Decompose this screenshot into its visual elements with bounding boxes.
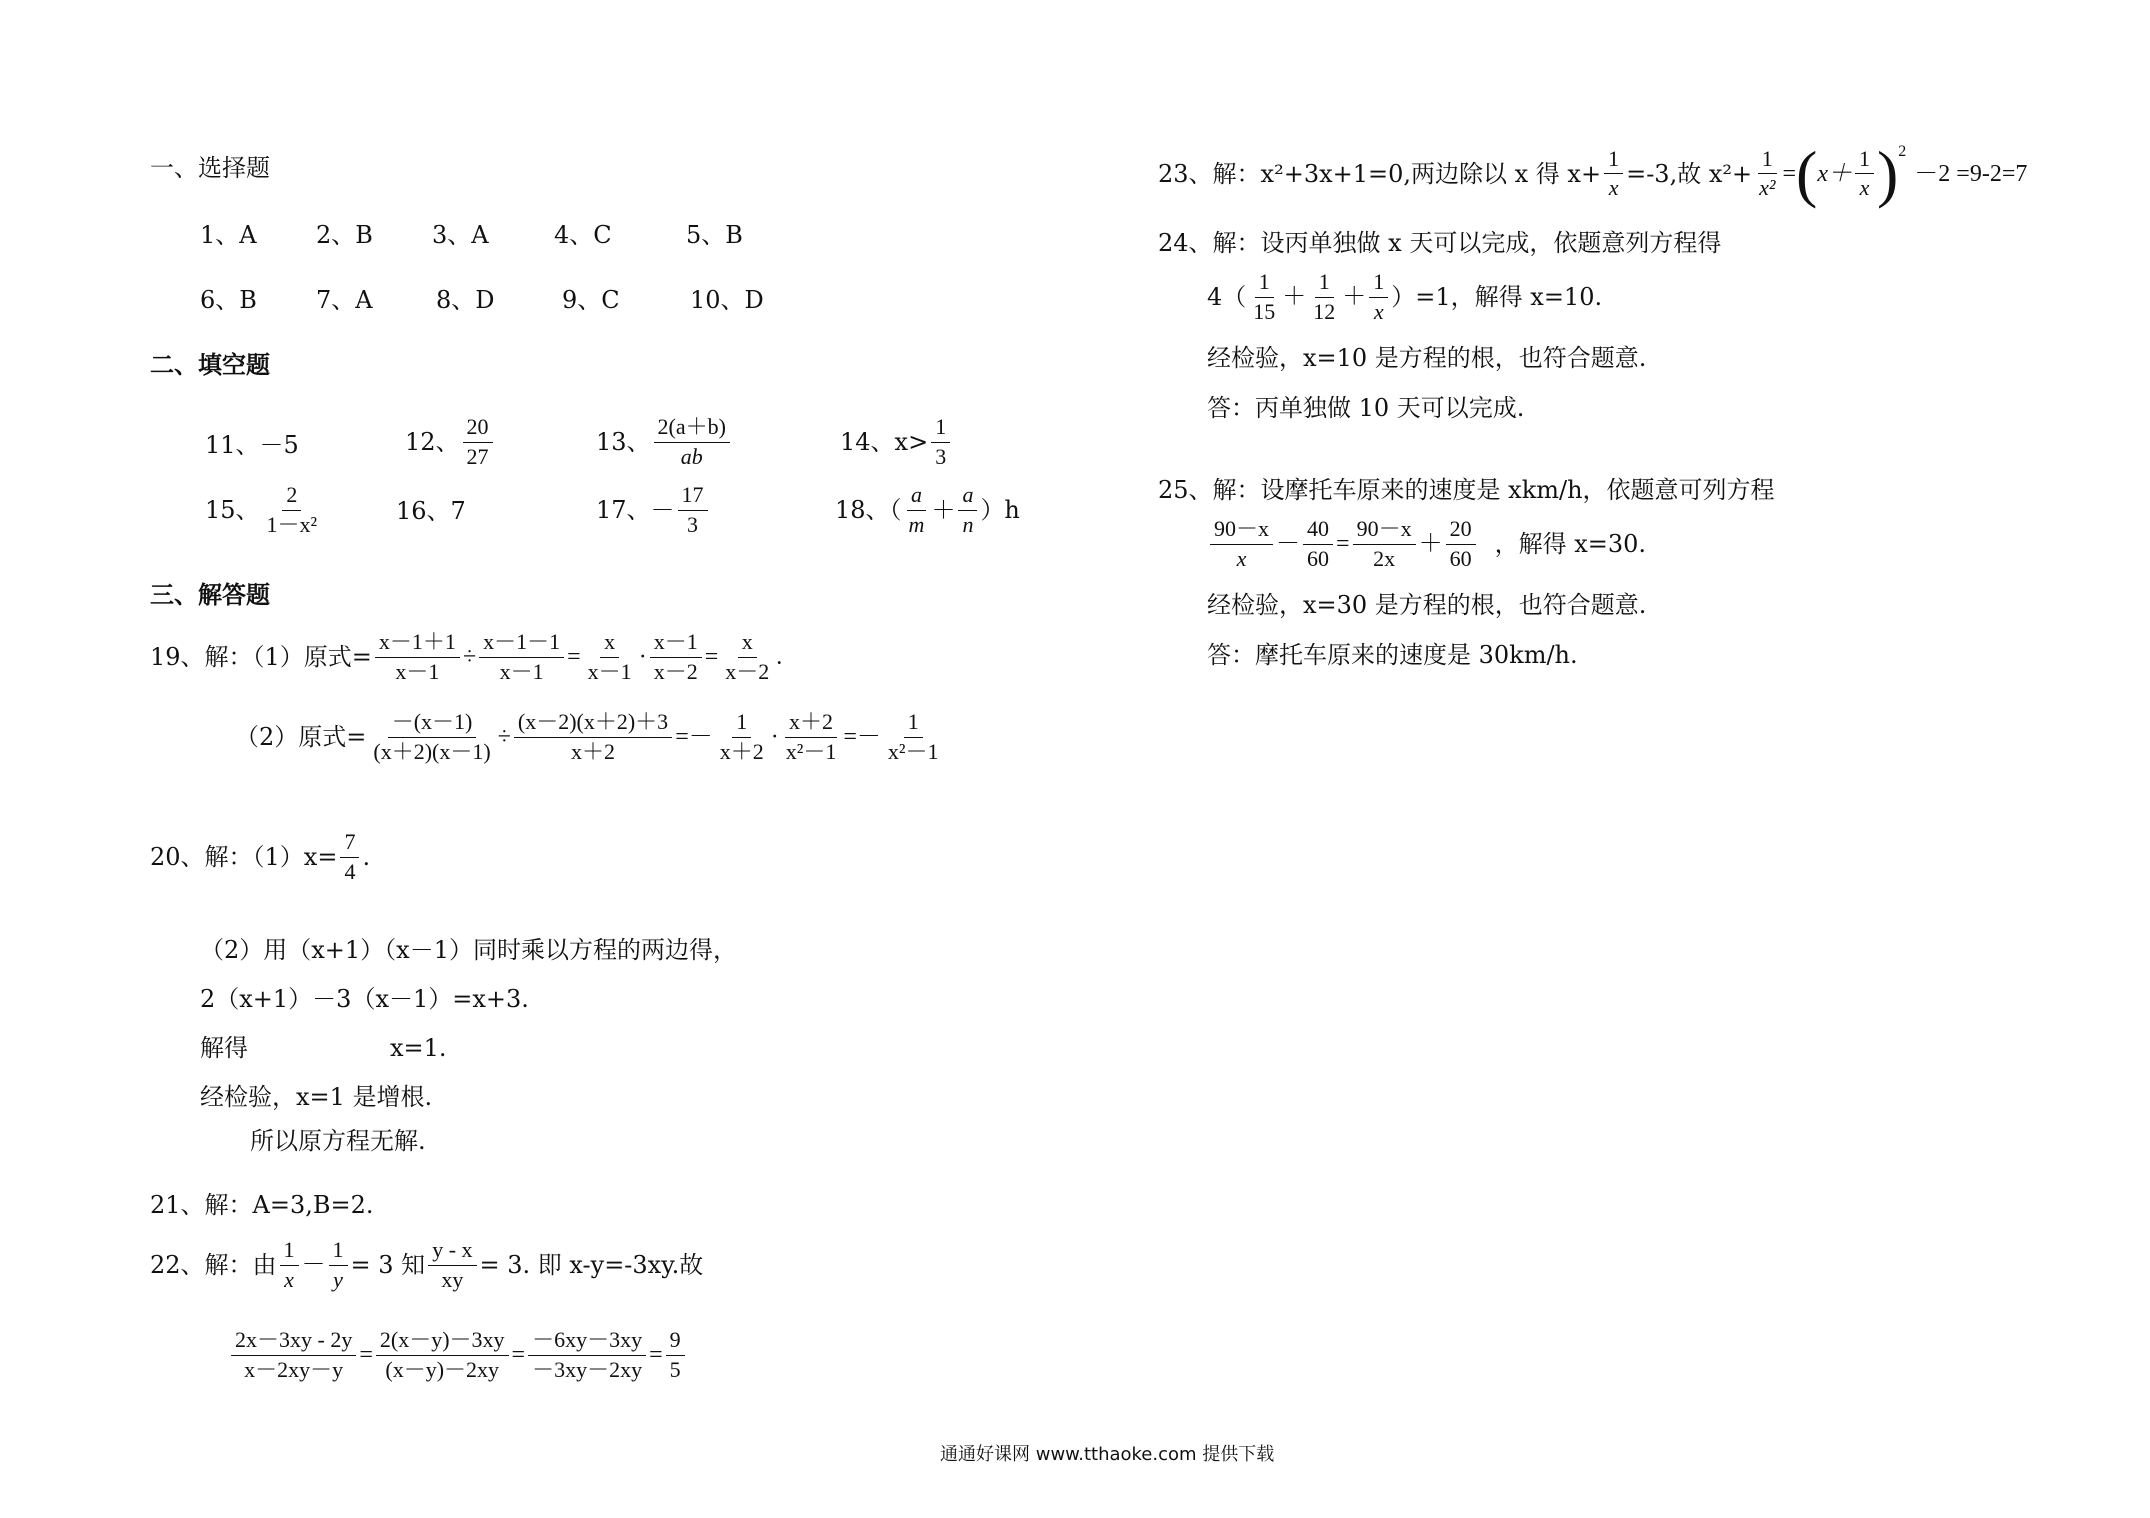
fraction — [721, 630, 773, 684]
fraction — [1604, 147, 1623, 201]
q23-line — [1158, 138, 2028, 209]
q22-line1 — [150, 1238, 703, 1292]
numerator: 1 — [1255, 270, 1274, 298]
q20-line4-value: x=1. — [390, 1034, 447, 1062]
q24-prefix: 4（ — [1207, 282, 1247, 311]
q23-text1: x²+3x+1=0,两边除以 x 得 x+ — [1260, 159, 1602, 188]
plus-sign: ＋ — [1342, 283, 1367, 310]
denominator: x－1 — [395, 658, 440, 684]
choice-answer: 8、D — [436, 286, 495, 314]
numerator: 7 — [340, 830, 359, 858]
numerator: 20 — [1446, 517, 1476, 545]
denominator: x－1 — [587, 658, 632, 684]
numerator: 1 — [931, 415, 950, 443]
denominator: 27 — [466, 443, 489, 469]
numerator: x－1－1 — [479, 630, 564, 658]
fraction — [428, 1238, 476, 1292]
numerator: 1 — [329, 1238, 348, 1266]
fraction — [905, 483, 929, 537]
fraction — [479, 630, 564, 684]
q25-suffix: ，解得 x=30. — [1494, 529, 1647, 558]
denominator: x — [284, 1266, 294, 1292]
numerator: x－1＋1 — [375, 630, 460, 658]
fraction — [650, 630, 702, 684]
q23-label: 23、解： — [1158, 159, 1261, 188]
denominator: xy — [441, 1266, 464, 1292]
numerator: －(x－1) — [388, 710, 477, 738]
minus-sign: － — [301, 1251, 326, 1278]
q25-line4: 答：摩托车原来的速度是 30km/h. — [1207, 641, 1578, 669]
q19-part2-label: （2）原式= — [235, 722, 367, 751]
q22-label: 22、解：由 — [150, 1250, 277, 1279]
choice-answer: 4、C — [554, 221, 612, 249]
fraction — [1303, 517, 1333, 571]
denominator: ab — [680, 443, 703, 469]
numerator: x＋2 — [785, 710, 837, 738]
choice-answer: 1、A — [200, 221, 257, 249]
fraction — [375, 630, 460, 684]
right-paren: ) — [1876, 138, 1899, 209]
denominator: x²－1 — [887, 738, 939, 764]
choice-answer: 2、B — [316, 221, 373, 249]
q23-inner: x＋ — [1817, 160, 1852, 187]
fill-answer-17 — [596, 483, 711, 537]
numerator: 1 — [280, 1238, 299, 1266]
plus-sign: ＋ — [1282, 283, 1307, 310]
fraction — [280, 1238, 299, 1292]
denominator: 5 — [669, 1356, 681, 1382]
section-choice-title: 一、选择题 — [150, 154, 270, 182]
section-fill-title: 二、填空题 — [150, 350, 270, 379]
exponent: 2 — [1898, 143, 1907, 160]
fraction — [931, 415, 950, 469]
denominator: x — [1373, 298, 1384, 324]
numerator: a — [907, 483, 926, 511]
numerator: x－1 — [650, 630, 702, 658]
label-tail: ）h — [980, 495, 1020, 524]
fraction — [1369, 270, 1388, 324]
left-paren: ( — [1796, 138, 1818, 209]
q24-line4: 答：丙单独做 10 天可以完成. — [1207, 394, 1525, 422]
fraction — [1353, 517, 1416, 571]
numerator: 1 — [1369, 270, 1388, 298]
fraction — [678, 483, 708, 537]
q20-line1 — [150, 830, 370, 884]
fraction — [1755, 147, 1779, 201]
period: . — [776, 643, 783, 670]
denominator: 15 — [1253, 298, 1276, 324]
denominator: x — [1859, 175, 1870, 201]
q20-line2: （2）用（x+1）（x－1）同时乘以方程的两边得， — [200, 936, 737, 964]
denominator: m — [908, 511, 925, 537]
equals-text: = 3 知 — [350, 1250, 426, 1279]
numerator: 90－x — [1210, 517, 1273, 545]
multiply-dot: · — [770, 723, 779, 750]
denominator: 3 — [935, 443, 947, 469]
fill-answer-18 — [835, 483, 1020, 537]
denominator: 2x — [1373, 545, 1396, 571]
denominator: x — [1236, 545, 1247, 571]
choice-answer: 3、A — [432, 221, 489, 249]
numerator: 40 — [1303, 517, 1333, 545]
choice-answer: 7、A — [316, 286, 373, 314]
q23-text2: =-3,故 x²+ — [1626, 159, 1753, 188]
fraction — [1309, 270, 1339, 324]
denominator: n — [962, 511, 974, 537]
numerator: 2 — [282, 483, 301, 511]
q25-line1: 25、解：设摩托车原来的速度是 xkm/h，依题意可列方程 — [1158, 476, 1775, 504]
fraction — [958, 483, 977, 537]
denominator: x＋2 — [719, 738, 764, 764]
fraction — [231, 1328, 356, 1382]
divide-sign: ÷ — [462, 643, 477, 670]
numerator: y - x — [428, 1238, 476, 1266]
fraction — [329, 1238, 348, 1292]
q20-label: 20、解：（1）x= — [150, 842, 338, 871]
label: 13、 — [596, 427, 651, 456]
equals-sign: = — [1782, 160, 1797, 187]
denominator: x－1 — [499, 658, 544, 684]
label: 15、 — [205, 495, 260, 524]
fraction — [584, 630, 636, 684]
denominator: x＋2 — [571, 738, 616, 764]
choice-answer: 10、D — [690, 286, 764, 314]
denominator: x — [1608, 175, 1619, 201]
q19-part2 — [235, 710, 946, 764]
minus-sign: － — [1276, 530, 1301, 557]
numerator: 90－x — [1353, 517, 1416, 545]
denominator: x² — [1759, 175, 1776, 201]
numerator: 1 — [1855, 147, 1874, 175]
numerator: (x－2)(x＋2)＋3 — [514, 710, 672, 738]
q22-line2 — [228, 1328, 688, 1382]
fraction — [463, 415, 493, 469]
numerator: 2x－3xy - 2y — [231, 1328, 356, 1356]
denominator: －3xy－2xy — [532, 1356, 643, 1382]
denominator: 60 — [1307, 545, 1330, 571]
plus-sign: ＋ — [931, 495, 956, 524]
fill-answer-16: 16、7 — [396, 497, 466, 525]
equals-sign: = — [359, 1341, 373, 1368]
denominator: x－2 — [725, 658, 770, 684]
period: . — [362, 842, 371, 871]
fraction — [528, 1328, 646, 1382]
q22-tail: = 3. 即 x-y=-3xy.故 — [479, 1250, 704, 1279]
numerator: 9 — [666, 1328, 685, 1356]
plus-sign: ＋ — [1418, 530, 1443, 557]
denominator: (x＋2)(x－1) — [373, 738, 491, 764]
denominator: x－2 — [653, 658, 698, 684]
section-solve-title: 三、解答题 — [150, 580, 270, 609]
label: 14、x> — [840, 427, 929, 456]
fraction — [666, 1328, 685, 1382]
fill-answer-12 — [405, 415, 496, 469]
denominator: 60 — [1449, 545, 1472, 571]
fraction — [376, 1328, 509, 1382]
fraction — [369, 710, 494, 764]
fraction — [782, 710, 841, 764]
numerator: 1 — [1315, 270, 1334, 298]
denominator: 1－x² — [266, 511, 318, 537]
label: 17、－ — [596, 495, 675, 524]
q25-line3: 经检验，x=30 是方程的根，也符合题意. — [1207, 591, 1647, 619]
denominator: y — [333, 1266, 343, 1292]
denominator: x²－1 — [785, 738, 837, 764]
footer-text: 通通好课网 www.tthaoke.com 提供下载 — [940, 1444, 1275, 1465]
q20-line5: 经检验，x=1 是增根. — [200, 1083, 433, 1111]
fill-answer-11: 11、－5 — [205, 431, 299, 459]
equals-sign: = — [567, 643, 581, 670]
denominator: 12 — [1313, 298, 1336, 324]
numerator: 20 — [463, 415, 493, 443]
denominator: 3 — [687, 511, 699, 537]
q19-label: 19、解：（1）原式= — [150, 642, 372, 671]
choice-answer: 6、B — [200, 286, 257, 314]
fraction — [340, 830, 359, 884]
fraction — [514, 710, 672, 764]
denominator: (x－y)－2xy — [385, 1356, 500, 1382]
numerator: a — [958, 483, 977, 511]
fraction — [1855, 147, 1874, 201]
label: 18、（ — [835, 495, 902, 524]
divide-sign: ÷ — [497, 723, 511, 750]
numerator: 2(x－y)－3xy — [376, 1328, 509, 1356]
fraction — [263, 483, 322, 537]
fill-answer-14 — [840, 415, 953, 469]
fill-answer-13 — [596, 415, 733, 469]
numerator: x — [738, 630, 757, 658]
q20-line4-label: 解得 — [200, 1034, 248, 1062]
q25-line2 — [1207, 517, 1646, 571]
equals-sign: = — [511, 1341, 526, 1368]
q20-line6: 所以原方程无解. — [250, 1127, 426, 1155]
q24-line2 — [1207, 270, 1602, 324]
denominator: x－2xy－y — [244, 1356, 344, 1382]
q24-line3: 经检验，x=10 是方程的根，也符合题意. — [1207, 344, 1647, 372]
equals-sign: = — [1336, 530, 1350, 557]
label: 12、 — [405, 427, 460, 456]
choice-answer: 5、B — [686, 221, 743, 249]
equals-sign: =－ — [843, 723, 881, 750]
numerator: x — [600, 630, 619, 658]
numerator: 1 — [732, 710, 751, 738]
fraction — [1446, 517, 1476, 571]
fraction — [654, 415, 730, 469]
fraction — [716, 710, 768, 764]
equals-sign: = — [704, 643, 719, 670]
q19-part1 — [150, 630, 782, 684]
q23-text4: －2 =9-2=7 — [1914, 160, 2028, 187]
numerator: 17 — [678, 483, 708, 511]
equals-sign: =－ — [675, 723, 713, 750]
q21-text: 21、解：A=3,B=2. — [150, 1191, 374, 1219]
fraction — [1210, 517, 1273, 571]
fraction — [1249, 270, 1279, 324]
numerator: －6xy－3xy — [528, 1328, 646, 1356]
denominator: 4 — [344, 858, 356, 884]
numerator: 2(a＋b) — [654, 415, 730, 443]
q20-line3: 2（x+1）－3（x－1）=x+3. — [200, 985, 529, 1013]
numerator: 1 — [1758, 147, 1777, 175]
choice-answer: 9、C — [562, 286, 620, 314]
numerator: 1 — [1604, 147, 1623, 175]
fraction — [884, 710, 943, 764]
numerator: 1 — [904, 710, 923, 738]
equals-sign: = — [649, 1341, 663, 1368]
q24-line1: 24、解：设丙单独做 x 天可以完成，依题意列方程得 — [1158, 229, 1722, 257]
multiply-dot: · — [638, 643, 647, 670]
q24-suffix: ）=1，解得 x=10. — [1391, 282, 1603, 311]
fill-answer-15 — [205, 483, 324, 537]
